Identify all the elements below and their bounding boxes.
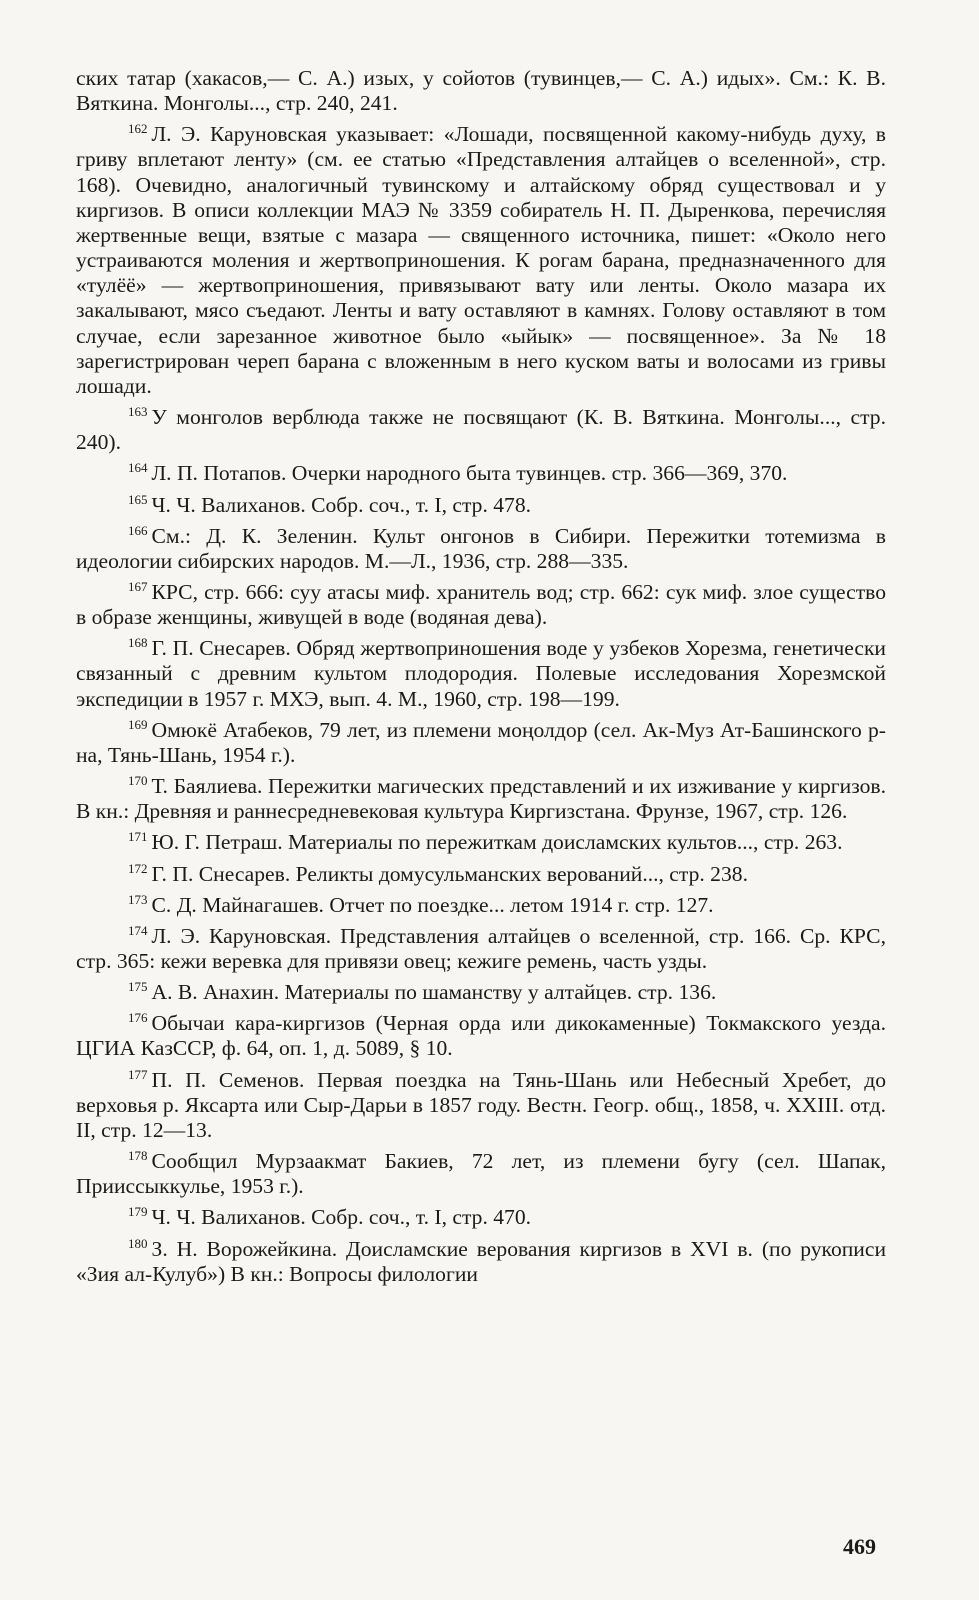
footnote-text: У монголов верблюда также не посвящают (К. В. Вяткина. Монголы..., стр. 240). <box>76 405 886 455</box>
footnote <box>76 768 886 824</box>
footnote <box>76 918 886 974</box>
footnote-number: 167 <box>128 578 148 594</box>
footnote <box>76 116 886 399</box>
footnote-number: 173 <box>128 891 148 907</box>
footnote-number: 175 <box>128 979 148 995</box>
footnote <box>76 856 886 887</box>
footnote-text: Г. П. Снесарев. Обряд жертвоприношения воде у узбеков Хорезма, генетически связанный с древним культом плодородия. Полевые исследования Хорезмской экспедиции в 1957 г. МХЭ, вып. 4. М., 1960, стр. 198—199. <box>76 636 886 711</box>
footnote <box>76 712 886 768</box>
footnote-number: 165 <box>128 491 148 507</box>
footnote-list <box>76 116 886 1287</box>
footnote-text: Ю. Г. Петраш. Материалы по пережиткам доисламских культов..., стр. 263. <box>151 830 843 855</box>
page-body <box>76 66 886 1287</box>
footnote-number: 179 <box>128 1204 148 1220</box>
footnote-number: 164 <box>128 460 148 476</box>
footnote-number: 172 <box>128 860 148 876</box>
footnote-number: 170 <box>128 773 148 789</box>
footnote-number: 166 <box>128 522 148 538</box>
footnote <box>76 1062 886 1143</box>
footnote-number: 171 <box>128 829 148 845</box>
footnote <box>76 1143 886 1199</box>
footnote-text: З. Н. Ворожейкина. Доисламские верования киргизов в XVI в. (по рукописи «Зия ал-Кулуб») В кн.: Вопросы филологии <box>76 1236 886 1286</box>
footnote <box>76 487 886 518</box>
footnote-text: КРС, стр. 666: суу атасы миф. хранитель вод; стр. 662: сук миф. злое существо в образе женщины, живущей в воде (водяная дева). <box>76 579 886 630</box>
footnote-text: П. П. Семенов. Первая поездка на Тянь-Шань или Небесный Хребет, до верховья р. Яксарта или Сыр-Дарьи в 1857 году. Вестн. Геогр. общ., 1858, ч. XXIII. отд. II, стр. 12—13. <box>76 1067 886 1142</box>
footnote-text: См.: Д. К. Зеленин. Культ онгонов в Сибири. Пережитки тотемизма в идеологии сибирских народов. М.—Л., 1936, стр. 288—335. <box>76 523 886 573</box>
footnote-text: Г. П. Снесарев. Реликты домусульманских верований..., стр. 238. <box>151 861 748 886</box>
footnote-number: 176 <box>128 1010 148 1026</box>
footnote-number: 177 <box>128 1066 148 1082</box>
footnote-text: Л. П. Потапов. Очерки народного быта тувинцев. стр. 366—369, 370. <box>151 461 788 486</box>
footnote-number: 168 <box>128 635 148 651</box>
footnote <box>76 1231 886 1287</box>
footnote <box>76 887 886 918</box>
footnote-number: 162 <box>128 121 148 137</box>
footnote-text: Ч. Ч. Валиханов. Собр. соч., т. I, стр. 478. <box>151 492 532 517</box>
footnote-number: 163 <box>128 404 148 420</box>
footnote <box>76 1199 886 1230</box>
footnote-number: 178 <box>128 1148 148 1164</box>
footnote <box>76 455 886 486</box>
page-number: 469 <box>843 1534 876 1559</box>
footnote-text: Ч. Ч. Валиханов. Собр. соч., т. I, стр. 470. <box>151 1205 532 1230</box>
footnote-text: А. В. Анахин. Материалы по шаманству у алтайцев. стр. 136. <box>151 980 717 1005</box>
footnote-text: Омюкё Атабеков, 79 лет, из племени моңолдор (сел. Ак-Муз Ат-Башинского р-на, Тянь-Шань, 1954 г.). <box>76 717 886 767</box>
footnote <box>76 1005 886 1061</box>
footnote-number: 180 <box>128 1235 148 1251</box>
footnote-text: С. Д. Майнагашев. Отчет по поездке... летом 1914 г. стр. 127. <box>151 892 714 917</box>
footnote <box>76 974 886 1005</box>
continuation-text: ских татар (хакасов,— С. А.) изых, у сойотов (тувинцев,— С. А.) идых». См.: К. В. Вяткина. Монголы..., стр. 240, 241. <box>76 66 886 116</box>
footnote <box>76 518 886 574</box>
footnote-text: Л. Э. Каруновская указывает: «Лошади, посвященной какому-нибудь духу, в гриву вплетают ленту» (см. ее статью «Представления алтайцев о вселенной», стр. 168). Очевидно, аналогичный тувинскому и алтайскому обряд существовал и у киргизов. В описи коллекции МАЭ № 3359 собиратель Н. П. Дыренкова, перечисляя жертвенные вещи, взятые с мазара — священного источника, пишет: «Около него устраиваются моления и жертвоприношения. К рогам барана, предназначенного для «тулёё» — жертвоприношения, привязывают вату или ленты. Около мазара их закалывают, мясо съедают. Ленты и вату оставляют в камнях. Голову оставляют в том случае, если зарезанное животное было «ыйык» — посвященное». За № 18 зарегистрирован череп барана с вложенным в него куском ваты и волосами из гривы лошади. <box>76 122 886 398</box>
footnote-number: 169 <box>128 716 148 732</box>
footnote <box>76 574 886 630</box>
footnote <box>76 399 886 455</box>
footnote <box>76 630 886 711</box>
footnote-number: 174 <box>128 922 148 938</box>
footnote-text: Л. Э. Каруновская. Представления алтайцев о вселенной, стр. 166. Ср. КРС, стр. 365: кежи веревка для привязи овец; кежиге ремень, часть узды. <box>76 923 886 973</box>
footnote-text: Сообщил Мурзаакмат Бакиев, 72 лет, из племени бугу (сел. Шапак, Приисcыккулье, 1953 г.). <box>76 1149 886 1199</box>
footnote <box>76 824 886 855</box>
footnote-text: Обычаи кара-киргизов (Черная орда или дикокаменные) Токмакского уезда. ЦГИА КазССР, ф. 64, оп. 1, д. 5089, § 10. <box>76 1011 886 1061</box>
footnote-text: Т. Баялиева. Пережитки магических представлений и их изживание у киргизов. В кн.: Древняя и раннесредневековая культура Киргизстана. Фрунзе, 1967, стр. 126. <box>76 774 886 824</box>
